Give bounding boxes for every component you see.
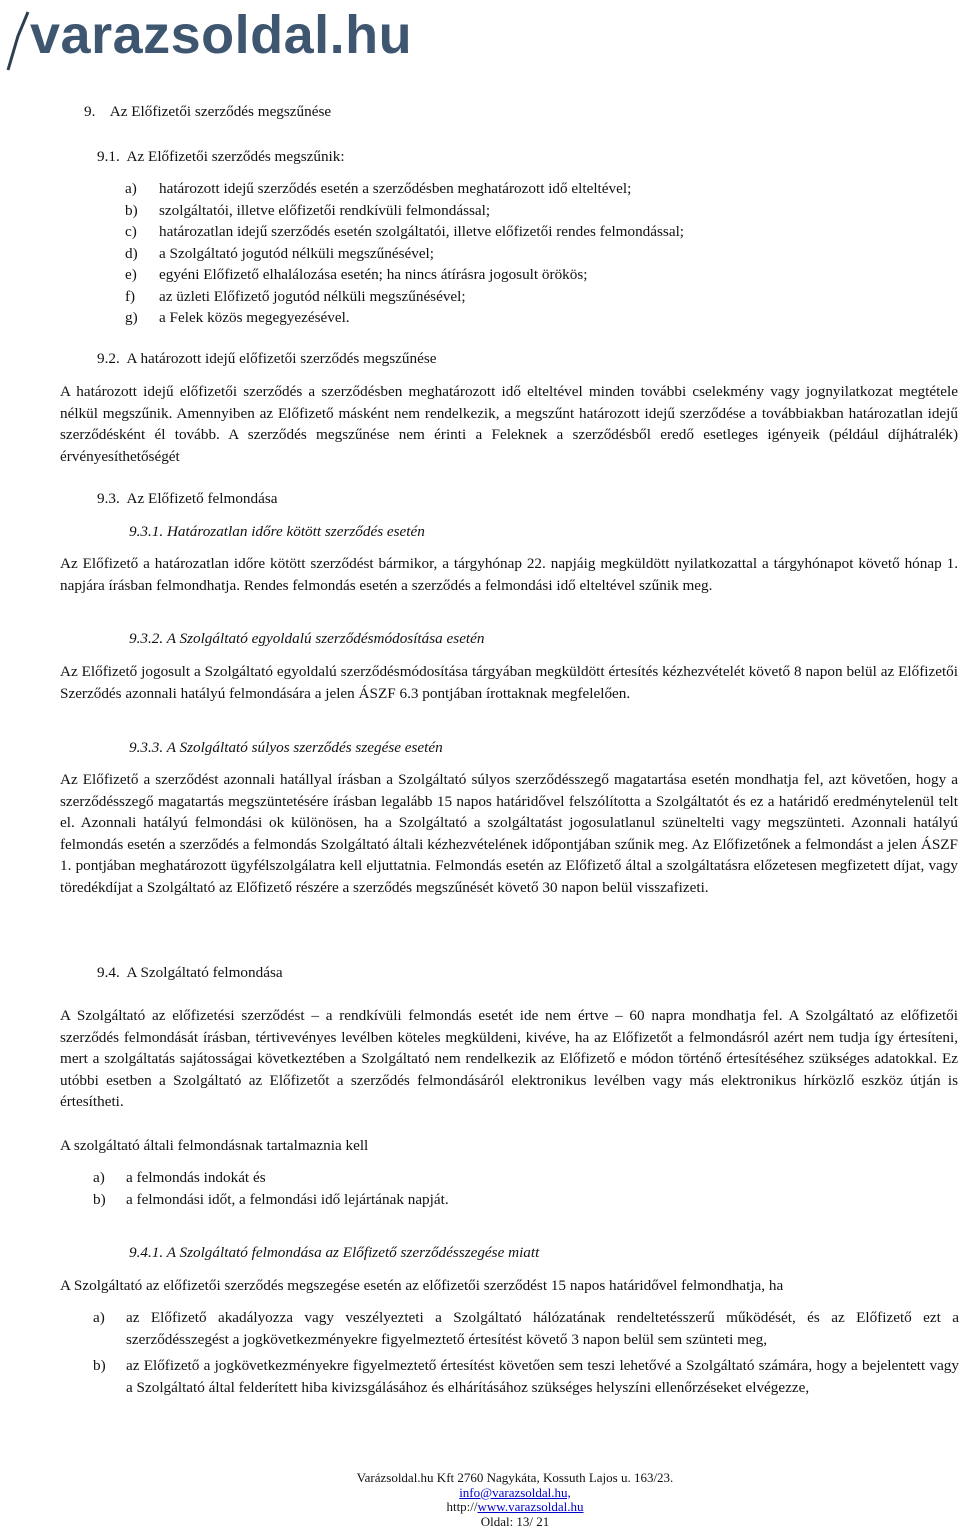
list-item-letter: b) (125, 201, 138, 219)
list-item-text: határozott idejű szerződés esetén a szerződésben meghatározott idő elteltével; (159, 180, 632, 197)
list-item-letter: f) (125, 287, 136, 305)
list-item-letter: e) (125, 266, 137, 283)
paragraph-9-3-2: Az Előfizető jogosult a Szolgáltató egyoldalú szerződésmódosítása tárgyában megküldött értesítés kézhezvételét követő 8 napon belül az Előfizetői Szerződés azonnali hatályú felmondására a jelen ÁSZF 6.3 pontjában írottaknak megfelelően. (60, 663, 958, 702)
breach-list (93, 1307, 959, 1403)
list-item (125, 264, 945, 286)
subsection-9-2-title: 9.2. A határozott idejű előfizetői szerződés megszűnése (97, 350, 437, 367)
list-item-text: a felmondási időt, a felmondási idő lejártának napját. (126, 1190, 449, 1208)
subsection-9-3-title: 9.3. Az Előfizető felmondása (97, 490, 278, 507)
list-item-letter: b) (93, 1357, 106, 1374)
footer-email-link[interactable]: info@varazsoldal.hu, (459, 1484, 571, 1500)
list-item-text: az üzleti Előfizető jogutód nélküli megszűnésével; (159, 287, 466, 305)
footer-url-prefix: http:// (446, 1499, 478, 1514)
subsection-9-3-3-title: 9.3.3. A Szolgáltató súlyos szerződés szegése esetén (129, 739, 443, 756)
list-item (125, 200, 945, 222)
list-item-text: határozatlan idejű szerződés esetén szolgáltatói, illetve előfizetői rendes felmondással; (159, 223, 685, 240)
content-requirements-list (93, 1167, 959, 1210)
list-item-text: az Előfizető akadályozza vagy veszélyezteti a Szolgáltató hálózatának rendeltetésszerű működését, és az Előfizető ezt a szerződésszegést a jogkövetkezményekre figyelmeztető értesítést követő 3 napon belül sem szünteti meg, (126, 1309, 959, 1348)
termination-list (125, 178, 945, 329)
footer-website-link[interactable]: www.varazsoldal.hu (477, 1499, 584, 1514)
list-item (125, 178, 945, 200)
paragraph-9-4-1: A Szolgáltató az előfizetői szerződés megszegése esetén az előfizetői szerződést 15 napos határidővel felmondhatja, ha (60, 1277, 784, 1294)
list-item-letter: c) (125, 223, 137, 240)
subsection-9-4-title: 9.4. A Szolgáltató felmondása (97, 964, 283, 981)
list-item-text: egyéni Előfizető elhalálozása esetén; ha nincs átírásra jogosult örökös; (159, 266, 588, 283)
list-item-text: a felmondás indokát és (126, 1169, 266, 1186)
list-item-text: szolgáltatói, illetve előfizetői rendkívüli felmondással; (159, 201, 491, 219)
list-item-text: az Előfizető a jogkövetkezményekre figyelmeztető értesítést követően sem teszi lehetővé a Szolgáltató számára, hogy a bejelentett vagy a Szolgáltató által felderített hiba kivizsgálásához és elhárításához szükséges helyszíni ellenőrzéseket elvégezze, (126, 1357, 959, 1396)
list-item-text: a Felek közös megegyezésével. (159, 309, 350, 326)
subsection-9-1-title: 9.1. Az Előfizetői szerződés megszűnik: (97, 148, 345, 165)
list-item-letter: a) (93, 1309, 105, 1326)
subsection-9-3-1-title: 9.3.1. Határozatlan időre kötött szerződés esetén (129, 523, 425, 540)
list-item (125, 243, 945, 265)
list-item (93, 1355, 959, 1398)
list-item (93, 1189, 959, 1211)
paragraph-9-3-3: Az Előfizető a szerződést azonnali hatállyal írásban a Szolgáltató súlyos szerződésszegő magatartása esetén mondhatja fel, azt követően, hogy a szerződésszegő magatartás megszüntetésére írásban legalább 15 napos határidővel felszólította a Szolgáltatót és ez a határidő eredménytelenül telt el. Azonnali hatályú felmondási ok különösen, ha a Szolgáltató a szolgáltatást jogosulatlanul szüneltelti vagy megszünteti. Azonnali hatályú felmondás esetén a szerződés a felmondás Szolgáltató általi kézhezvételének időpontjában szűnik meg. Az Előfizetőnek a felmondást a jelen ÁSZF 1. pontjában meghatározott ügyfélszolgálatra kell eljuttatnia. Felmondás esetén az Előfizető által a szolgáltatásra előzetesen megfizetett díjat, vagy töredékdíjat a Szolgáltató az Előfizető részére a szerződés megszűnését követő 30 napon belül visszafizeti. (60, 771, 958, 896)
list-item (125, 286, 945, 308)
list-item (125, 221, 945, 243)
paragraph-9-2: A határozott idejű előfizetői szerződés a szerződésben meghatározott idő elteltével minden további cselekmény vagy jognyilatkozat megtétele nélkül megszűnik. Amennyiben az Előfizető másként nem rendelkezik, a megszűnt határozott idejű szerződése a továbbiakban határozatlan idejű szerződésként él tovább. A szerződés megszűnése nem érinti a Feleknek a szerződésből eredő esetleges igényeik (például díjhátralék) érvényesíthetőségét (60, 383, 958, 465)
site-logo (4, 5, 444, 70)
paragraph-9-4: A Szolgáltató az előfizetési szerződést – a rendkívüli felmondás esetét ide nem értve – 60 napra mondhatja fel. A Szolgáltató az előfizetői szerződés felmondását írásban, tértivevényes levélben köteles megküldeni, kivéve, ha az Előfizetőt a felmondásról azért nem tudja így értesíteni, mert a szolgáltatás sajátosságai következtében a Szolgáltató nem rendelkezik az Előfizető e módon történő értesítéséhez szükséges adatokkal. Ez utóbbi esetben a Szolgáltató az Előfizetőt a szerződés felmondásáról elektronikus levélben vagy más elektronikus hírközlő eszköz útján is értesítheti. (60, 1007, 958, 1110)
paragraph-9-4-content-title: A szolgáltató általi felmondásnak tartalmaznia kell (60, 1137, 369, 1154)
list-item-letter: g) (125, 309, 138, 326)
page-footer (300, 1471, 730, 1529)
logo-text: varazsoldal.hu (30, 5, 413, 65)
paragraph-9-3-1: Az Előfizető a határozatlan időre kötött szerződést bármikor, a tárgyhónap 22. napjáig megküldött nyilatkozattal a tárgyhónapot követő hónap 1. napjára írásban felmondhatja. Rendes felmondás esetén a szerződés a felmondási idő elteltével szűnik meg. (60, 555, 958, 594)
list-item-letter: b) (93, 1190, 106, 1208)
footer-company: Varázsoldal.hu Kft 2760 Nagykáta, Kossuth Lajos u. 163/23. (356, 1470, 674, 1485)
subsection-9-4-1-title: 9.4.1. A Szolgáltató felmondása az Előfizető szerződésszegése miatt (129, 1244, 540, 1261)
list-item-letter: a) (93, 1169, 105, 1186)
list-item-letter: a) (125, 180, 137, 197)
list-item-text: a Szolgáltató jogutód nélküli megszűnésével; (159, 244, 434, 262)
list-item (93, 1167, 959, 1189)
footer-page-number: Oldal: 13/ 21 (480, 1513, 550, 1529)
list-item-letter: d) (125, 244, 138, 262)
list-item (93, 1307, 959, 1350)
section-title: 9. Az Előfizetői szerződés megszűnése (84, 103, 332, 120)
subsection-9-3-2-title: 9.3.2. A Szolgáltató egyoldalú szerződésmódosítása esetén (129, 630, 485, 647)
list-item (125, 307, 945, 329)
